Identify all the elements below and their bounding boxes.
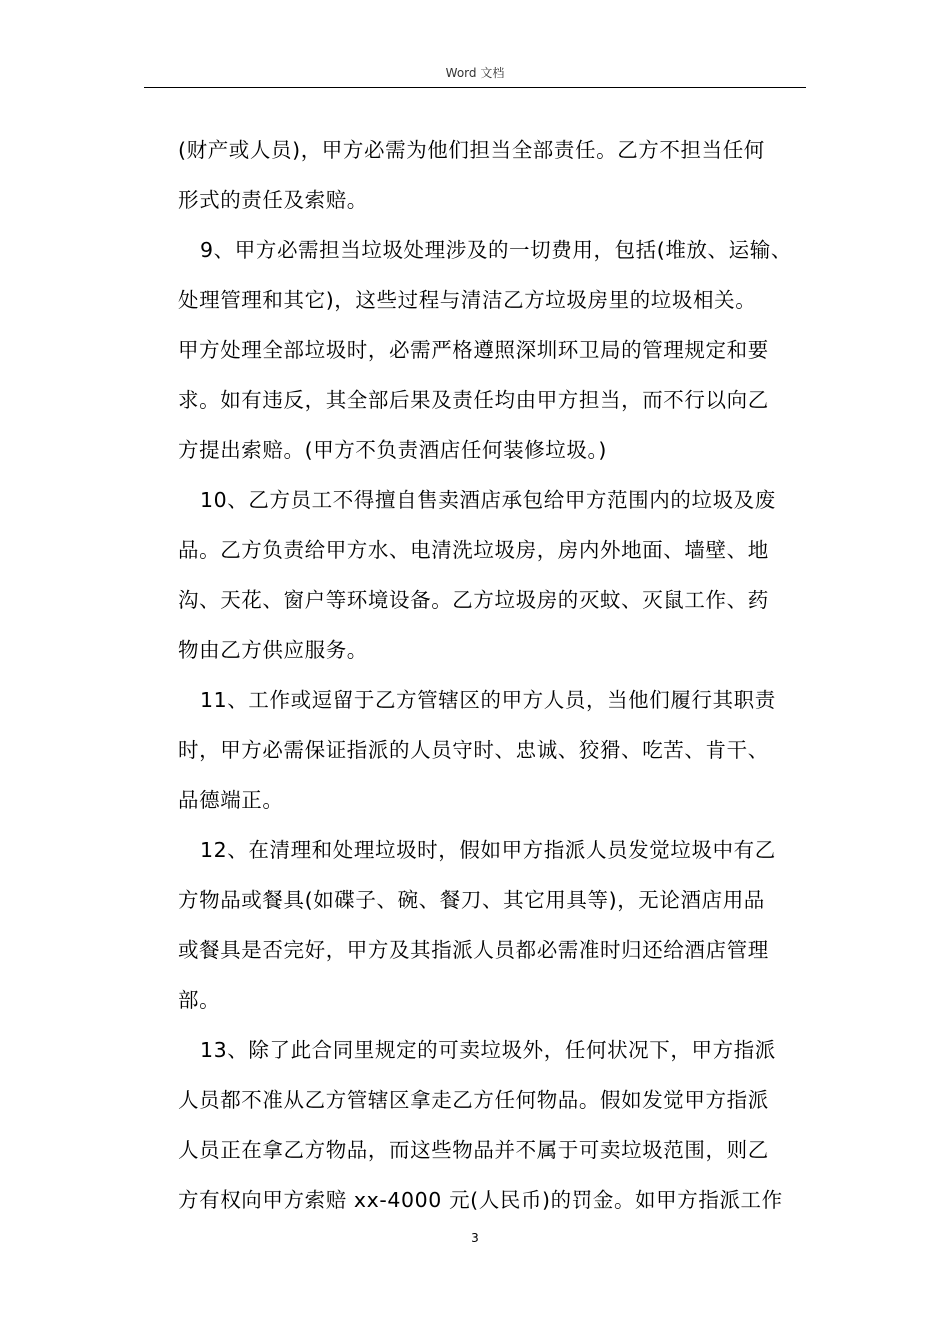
text-line: 11、工作或逗留于乙方管辖区的甲方人员，当他们履行其职责 bbox=[200, 688, 776, 712]
text-line: (财产或人员)，甲方必需为他们担当全部责任。乙方不担当任何 bbox=[178, 138, 765, 162]
text-line: 品德端正。 bbox=[178, 788, 284, 812]
document-body bbox=[178, 125, 814, 1225]
text-line: 9、甲方必需担当垃圾处理涉及的一切费用，包括(堆放、运输、 bbox=[200, 238, 792, 262]
text-line: 人员都不准从乙方管辖区拿走乙方任何物品。假如发觉甲方指派 bbox=[178, 1088, 769, 1112]
text-line: 沟、天花、窗户等环境设备。乙方垃圾房的灭蚊、灭鼠工作、药 bbox=[178, 588, 769, 612]
text-line: 13、除了此合同里规定的可卖垃圾外，任何状况下，甲方指派 bbox=[200, 1038, 776, 1062]
page-number: 3 bbox=[471, 1231, 479, 1245]
text-line: 求。如有违反，其全部后果及责任均由甲方担当，而不行以向乙 bbox=[178, 388, 769, 412]
header-divider bbox=[144, 87, 806, 88]
text-line: 时，甲方必需保证指派的人员守时、忠诚、狡猾、吃苦、肯干、 bbox=[178, 738, 769, 762]
text-line: 处理管理和其它)，这些过程与清洁乙方垃圾房里的垃圾相关。 bbox=[178, 288, 757, 312]
text-line: 品。乙方负责给甲方水、电清洗垃圾房，房内外地面、墙壁、地 bbox=[178, 538, 769, 562]
page-header: Word 文档 bbox=[445, 66, 505, 80]
text-line: 物由乙方供应服务。 bbox=[178, 638, 368, 662]
text-line: 12、在清理和处理垃圾时，假如甲方指派人员发觉垃圾中有乙 bbox=[200, 838, 776, 862]
text-line: 形式的责任及索赔。 bbox=[178, 188, 368, 212]
text-line: 甲方处理全部垃圾时，必需严格遵照深圳环卫局的管理规定和要 bbox=[178, 338, 769, 362]
text-line: 10、乙方员工不得擅自售卖酒店承包给甲方范围内的垃圾及废 bbox=[200, 488, 776, 512]
text-line: 部。 bbox=[178, 988, 221, 1012]
text-line: 或餐具是否完好，甲方及其指派人员都必需准时归还给酒店管理 bbox=[178, 938, 769, 962]
text-line: 方提出索赔。(甲方不负责酒店任何装修垃圾。) bbox=[178, 438, 607, 462]
text-line: 人员正在拿乙方物品，而这些物品并不属于可卖垃圾范围，则乙 bbox=[178, 1138, 769, 1162]
text-line: 方有权向甲方索赔 xx-4000 元(人民币)的罚金。如甲方指派工作 bbox=[178, 1188, 783, 1212]
text-line: 方物品或餐具(如碟子、碗、餐刀、其它用具等)，无论酒店用品 bbox=[178, 888, 765, 912]
